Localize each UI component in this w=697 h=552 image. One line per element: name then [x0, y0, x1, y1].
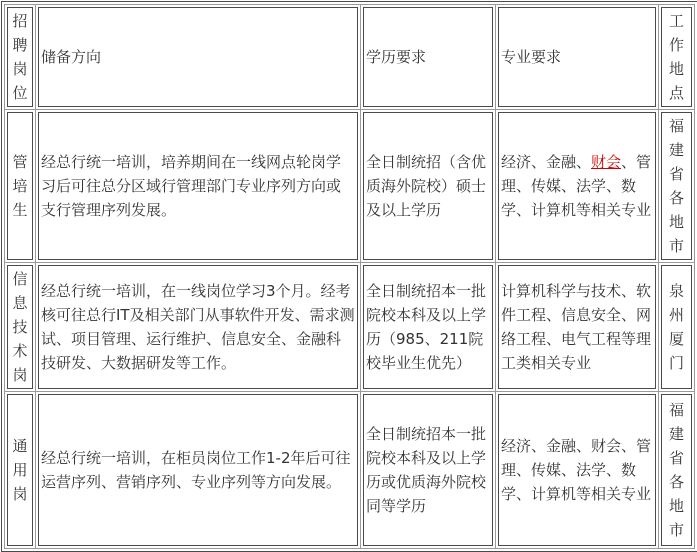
header-education: 学历要求: [363, 7, 493, 107]
position-cell: 管培生: [7, 112, 33, 260]
direction-cell: 经总行统一培训，在柜员岗位工作1-2年后可往运营序列、营销序列、专业序列等方向发展。: [38, 394, 358, 546]
caikuai-major-link[interactable]: 财会: [591, 153, 622, 171]
education-cell: 全日制统招本一批院校本科及以上学历或优质海外院校同等学历: [363, 394, 493, 546]
table-row-guanpeisheng: [7, 112, 692, 260]
major-cell: 经济、金融、财会、管理、传媒、法学、数学、计算机等相关专业: [498, 394, 656, 546]
location-cell: 福建省各地市: [661, 112, 692, 260]
table-header-row: [7, 7, 692, 107]
header-major: 专业要求: [498, 7, 656, 107]
position-cell: 通用岗: [7, 394, 33, 546]
education-cell: 全日制统招本一批院校本科及以上学历（985、211院校毕业生优先）: [363, 265, 493, 389]
direction-cell: 经总行统一培训，培养期间在一线网点轮岗学习后可往总分区域行管理部门专业序列方向或支行管理序列发展。: [38, 112, 358, 260]
education-cell: 全日制统招（含优质海外院校）硕士及以上学历: [363, 112, 493, 260]
location-cell: 福建省各地市: [661, 394, 692, 546]
header-direction: 储备方向: [38, 7, 358, 107]
table-row-general: [7, 394, 692, 546]
position-cell: 信息技术岗: [7, 265, 33, 389]
location-cell: 泉州厦门: [661, 265, 692, 389]
direction-cell: 经总行统一培训，在一线岗位学习3个月。经考核可往总行IT及相关部门从事软件开发、需求测试、项目管理、运行维护、信息安全、金融科技研发、大数据研发等工作。: [38, 265, 358, 389]
major-text-suffix: 、管理、传媒、法学、数学、计算机等相关专业: [501, 153, 652, 219]
table-row-it: [7, 265, 692, 389]
major-cell: 计算机科学与技术、软件工程、信息安全、网络工程、电气工程等理工类相关专业: [498, 265, 656, 389]
recruitment-table: [1, 1, 697, 552]
header-location: 工作地点: [661, 7, 692, 107]
major-text-prefix: 经济、金融、: [501, 153, 592, 171]
major-cell: [498, 112, 656, 260]
header-position: 招聘岗位: [7, 7, 33, 107]
